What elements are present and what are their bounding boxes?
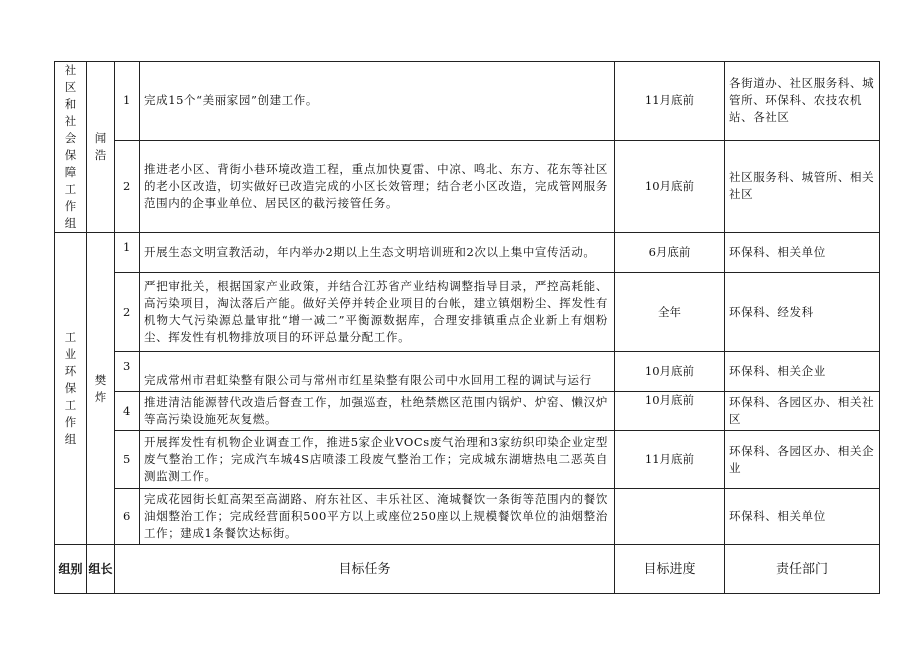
group-name-cell: 社区和社会保障工作组 xyxy=(55,62,87,233)
table-row xyxy=(55,140,880,233)
task-cell: 完成常州市君虹染整有限公司与常州市红星染整有限公司中水回用工程的调试与运行 xyxy=(140,352,615,392)
header-leader: 组长 xyxy=(87,545,115,594)
task-cell: 严把审批关，根据国家产业政策，并结合江苏省产业结构调整指导目录，严控高耗能、高污染项目，淘汰落后产能。做好关停并转企业项目的台帐，建立镇烟粉尘、挥发性有机物大气污染源总量审批“增一减二”平衡源数据库，合理安排镇重点企业新上有烟粉尘、挥发性有机物排放项目的环评总量分配工作。 xyxy=(140,273,615,352)
row-number: 1 xyxy=(115,62,140,141)
dept-cell: 环保科、相关单位 xyxy=(725,489,880,545)
header-dept: 责任部门 xyxy=(725,545,880,594)
table-row xyxy=(55,273,880,352)
group-leader-cell: 樊炸 xyxy=(87,233,115,545)
table-row xyxy=(55,62,880,141)
task-cell: 开展挥发性有机物企业调查工作，推进5家企业VOCs废气治理和3家纺织印染企业定型废气整治工作；完成汽车城4S店喷漆工段废气整治工作；完成城东湖塘热电二恶英自测监测工作。 xyxy=(140,431,615,489)
table-row xyxy=(55,233,880,273)
table-header-row xyxy=(55,545,880,594)
row-number: 3 xyxy=(115,352,140,392)
row-number: 2 xyxy=(115,140,140,233)
header-task: 目标任务 xyxy=(115,545,615,594)
task-cell: 完成花园街长虹高架至高湖路、府东社区、丰乐社区、淹城餐饮一条街等范围内的餐饮油烟整治工作；完成经营面积500平方以上或座位250座以上规模餐饮单位的油烟整治工作；建成1条餐饮达标街。 xyxy=(140,489,615,545)
table-row xyxy=(55,431,880,489)
group-name-cell: 工业环保工作组 xyxy=(55,233,87,545)
task-cell: 完成15个“美丽家园”创建工作。 xyxy=(140,62,615,141)
progress-cell: 全年 xyxy=(615,273,725,352)
header-group: 组别 xyxy=(55,545,87,594)
dept-cell: 社区服务科、城管所、相关社区 xyxy=(725,140,880,233)
row-number: 6 xyxy=(115,489,140,545)
target-task-table xyxy=(54,61,880,594)
header-progress: 目标进度 xyxy=(615,545,725,594)
row-number: 2 xyxy=(115,273,140,352)
progress-cell: 11月底前 xyxy=(615,62,725,141)
dept-cell: 各街道办、社区服务科、城管所、环保科、农技农机站、各社区 xyxy=(725,62,880,141)
progress-cell: 6月底前 xyxy=(615,233,725,273)
progress-cell: 11月底前 xyxy=(615,431,725,489)
group-leader-cell: 闻浩 xyxy=(87,62,115,233)
progress-cell: 10月底前 xyxy=(615,352,725,392)
progress-cell xyxy=(615,489,725,545)
task-cell: 推进清洁能源替代改造后督查工作，加强巡查，杜绝禁燃区范围内锅炉、炉窑、懒汉炉等高污染设施死灰复燃。 xyxy=(140,392,615,431)
row-number: 5 xyxy=(115,431,140,489)
task-cell: 推进老小区、背街小巷环境改造工程，重点加快夏雷、中凉、鸣北、东方、花东等社区的老小区改造，切实做好已改造完成的小区长效管理；结合老小区改造，完成管网服务范围内的企事业单位、居民区的截污接管任务。 xyxy=(140,140,615,233)
dept-cell: 环保科、经发科 xyxy=(725,273,880,352)
row-number: 1 xyxy=(115,233,140,273)
row-number: 4 xyxy=(115,392,140,431)
table-row xyxy=(55,489,880,545)
progress-cell: 10月底前 xyxy=(615,392,725,431)
table-row xyxy=(55,352,880,392)
progress-cell: 10月底前 xyxy=(615,140,725,233)
dept-cell: 环保科、各园区办、相关企业 xyxy=(725,431,880,489)
dept-cell: 环保科、相关企业 xyxy=(725,352,880,392)
task-cell: 开展生态文明宣教活动，年内举办2期以上生态文明培训班和2次以上集中宣传活动。 xyxy=(140,233,615,273)
table-row xyxy=(55,392,880,431)
dept-cell: 环保科、各园区办、相关社区 xyxy=(725,392,880,431)
dept-cell: 环保科、相关单位 xyxy=(725,233,880,273)
